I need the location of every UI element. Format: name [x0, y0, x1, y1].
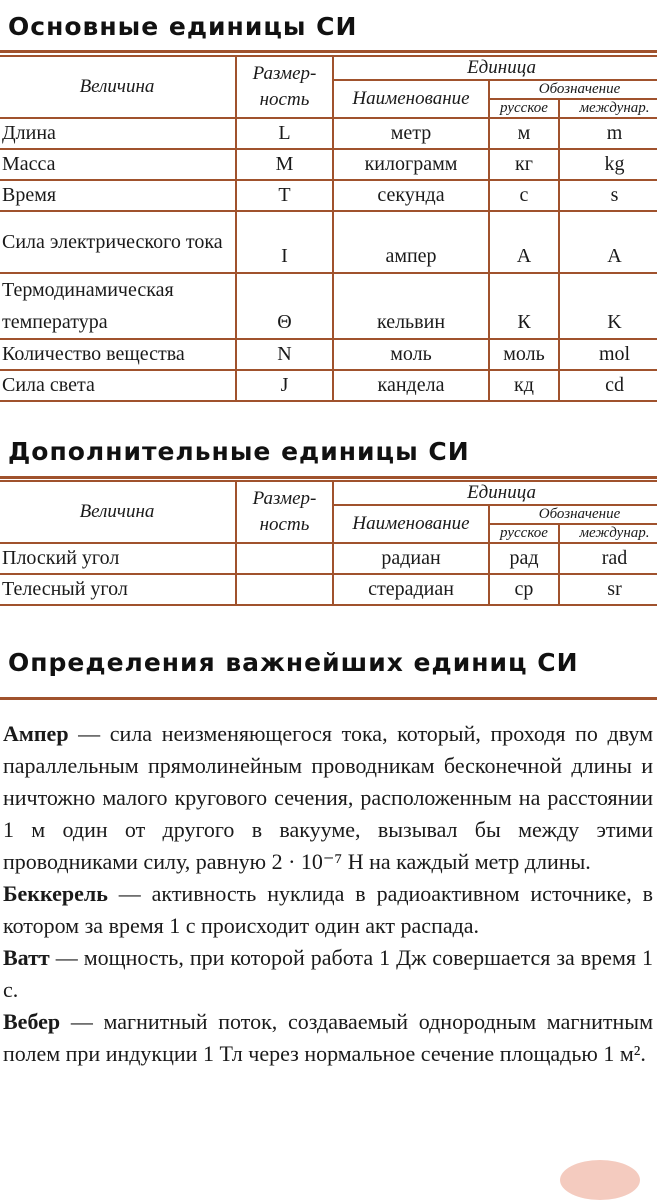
- international-symbol-cell: sr: [559, 574, 657, 605]
- quantity-cell: Телесный угол: [0, 574, 236, 605]
- russian-symbol-cell: с: [489, 180, 559, 211]
- header-quantity: Величина: [0, 481, 236, 543]
- quantity-cell: Сила электрического тока: [0, 211, 236, 273]
- unit-name-cell: радиан: [333, 543, 489, 574]
- russian-symbol-cell: кд: [489, 370, 559, 401]
- section-title-definitions: Определения важнейших единиц СИ: [8, 648, 579, 677]
- definition-text: — мощность, при которой работа 1 Дж совершается за время 1 с.: [3, 945, 653, 1002]
- russian-symbol-cell: К: [489, 273, 559, 339]
- table-row: [0, 273, 657, 339]
- russian-symbol-cell: рад: [489, 543, 559, 574]
- header-international: междунар.: [559, 99, 657, 118]
- quantity-cell: Количество вещества: [0, 339, 236, 370]
- unit-name-cell: килограмм: [333, 149, 489, 180]
- header-unit: Единица: [333, 56, 657, 80]
- definition-text: — активность нуклида в радиоактивном источнике, в котором за время 1 с происходит один акт распада.: [3, 881, 653, 938]
- table-row: [0, 118, 657, 149]
- definition-term: Беккерель: [3, 881, 108, 906]
- definition-term: Вебер: [3, 1009, 61, 1034]
- dimension-cell: Θ: [236, 273, 333, 339]
- international-symbol-cell: s: [559, 180, 657, 211]
- header-dimension: Размер-ность: [236, 481, 333, 543]
- section-rule: [0, 697, 657, 700]
- quantity-cell: Масса: [0, 149, 236, 180]
- dimension-cell: [236, 543, 333, 574]
- definition-item: [3, 718, 653, 878]
- definition-term: Ампер: [3, 721, 69, 746]
- header-unit: Единица: [333, 481, 657, 505]
- unit-name-cell: ампер: [333, 211, 489, 273]
- quantity-cell: Время: [0, 180, 236, 211]
- international-symbol-cell: kg: [559, 149, 657, 180]
- header-international: междунар.: [559, 524, 657, 543]
- header-dimension: Размер-ность: [236, 56, 333, 118]
- header-quantity: Величина: [0, 56, 236, 118]
- unit-name-cell: секунда: [333, 180, 489, 211]
- dimension-cell: [236, 574, 333, 605]
- header-symbol: Обозначение: [489, 80, 657, 99]
- unit-name-cell: кельвин: [333, 273, 489, 339]
- russian-symbol-cell: ср: [489, 574, 559, 605]
- russian-symbol-cell: А: [489, 211, 559, 273]
- table-row: [0, 543, 657, 574]
- definition-item: [3, 1006, 653, 1070]
- unit-name-cell: метр: [333, 118, 489, 149]
- unit-name-cell: стерадиан: [333, 574, 489, 605]
- header-symbol: Обозначение: [489, 505, 657, 524]
- russian-symbol-cell: моль: [489, 339, 559, 370]
- russian-symbol-cell: м: [489, 118, 559, 149]
- international-symbol-cell: A: [559, 211, 657, 273]
- definition-item: [3, 878, 653, 942]
- table-row: [0, 339, 657, 370]
- quantity-cell: Термодинамическая температура: [0, 273, 236, 339]
- unit-name-cell: кандела: [333, 370, 489, 401]
- table-row: [0, 574, 657, 605]
- dimension-cell: T: [236, 180, 333, 211]
- quantity-cell: Плоский угол: [0, 543, 236, 574]
- table-row: [0, 149, 657, 180]
- international-symbol-cell: mol: [559, 339, 657, 370]
- base-units-table: [0, 55, 657, 402]
- header-name: Наименование: [333, 80, 489, 118]
- dimension-cell: M: [236, 149, 333, 180]
- definition-item: [3, 942, 653, 1006]
- international-symbol-cell: cd: [559, 370, 657, 401]
- quantity-cell: Длина: [0, 118, 236, 149]
- section-title-extra-units: Дополнительные единицы СИ: [8, 437, 470, 466]
- international-symbol-cell: rad: [559, 543, 657, 574]
- dimension-cell: L: [236, 118, 333, 149]
- header-russian: русское: [489, 524, 559, 543]
- table-row: [0, 211, 657, 273]
- dimension-cell: J: [236, 370, 333, 401]
- header-name: Наименование: [333, 505, 489, 543]
- definition-term: Ватт: [3, 945, 50, 970]
- table-row: [0, 180, 657, 211]
- definition-text: — сила неизменяющегося тока, который, проходя по двум параллельным прямолинейным проводникам бесконечной длины и ничтожно малого кругового сечения, расположенным на расстоянии 1 м один от другого в вакууме, вызывал бы между этими проводниками силу, равную 2 · 10⁻⁷ Н на каждый метр длины.: [3, 721, 653, 874]
- section-rule: [0, 476, 657, 479]
- dimension-cell: I: [236, 211, 333, 273]
- section-title-base-units: Основные единицы СИ: [8, 12, 358, 41]
- russian-symbol-cell: кг: [489, 149, 559, 180]
- international-symbol-cell: m: [559, 118, 657, 149]
- header-russian: русское: [489, 99, 559, 118]
- table-row: [0, 370, 657, 401]
- decorative-blob: [560, 1160, 640, 1200]
- definition-text: — магнитный поток, создаваемый однородным магнитным полем при индукции 1 Тл через нормальное сечение площадью 1 м².: [3, 1009, 653, 1066]
- extra-units-table: [0, 480, 657, 606]
- quantity-cell: Сила света: [0, 370, 236, 401]
- unit-name-cell: моль: [333, 339, 489, 370]
- international-symbol-cell: K: [559, 273, 657, 339]
- dimension-cell: N: [236, 339, 333, 370]
- section-rule: [0, 50, 657, 53]
- definitions-list: [3, 718, 653, 1070]
